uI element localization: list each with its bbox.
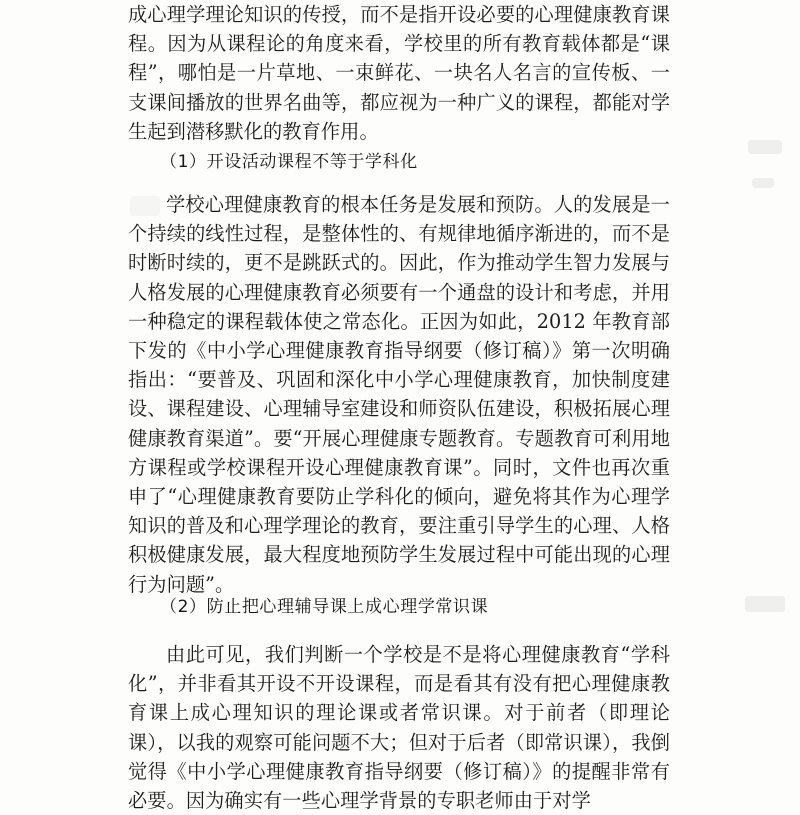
scan-artifact: [748, 140, 782, 154]
paragraph-1: 成心理学理论知识的传授，而不是指开设必要的心理健康教育课程。因为从课程论的角度来看，学校里的所有教育载体都是“课程”，哪怕是一片草地、一束鲜花、一块名人名言的宣传板、一支课间播放的世界名曲等，都应视为一种广义的课程，都能对学生起到潜移默化的教育作用。: [128, 3, 670, 143]
scan-artifact: [752, 178, 774, 188]
section-heading-2: （2）防止把心理辅导课上成心理学常识课: [160, 597, 489, 617]
paragraph-2: 学校心理健康教育的根本任务是发展和预防。人的发展是一个持续的线性过程，是整体性的、有规律地循序渐进的，而不是时断时续的，更不是跳跃式的。因此，作为推动学生智力发展与人格发展的心理健康教育必须要有一个通盘的设计和考虑，并用一种稳定的课程载体使之常态化。正因为如此，2012 年教育部下发的《中小学心理健康教育指导纲要（修订稿）》第一次明确指出：“要普及、巩固和深化中小学心理健康教育，加快制度建设、课程建设、心理辅导室建设和师资队伍建设，积极拓展心理健康教育渠道”。要“开展心理健康专题教育。专题教育可利用地方课程或学校课程开设心理健康教育课”。同时，文件也再次重申了“心理健康教育要防止学科化的倾向，避免将其作为心理学知识的普及和心理学理论的教育，要注重引导学生的心理、人格积极健康发展，最大程度地预防学生发展过程中可能出现的心理行为问题”。: [128, 193, 670, 596]
paragraph-3: 由此可见，我们判断一个学校是不是将心理健康教育“学科化”，并非看其开设不开设课程，而是看其有没有把心理健康教育课上成心理知识的理论课或者常识课。对于前者（即理论课），以我的观察可能问题不大；但对于后者（即常识课），我倒觉得《中小学心理健康教育指导纲要（修订稿）》的提醒非常有必要。因为确实有一些心理学背景的专职老师由于对学: [128, 643, 670, 813]
scan-artifact: [745, 596, 785, 612]
section-heading-1: （1）开设活动课程不等于学科化: [160, 152, 418, 172]
